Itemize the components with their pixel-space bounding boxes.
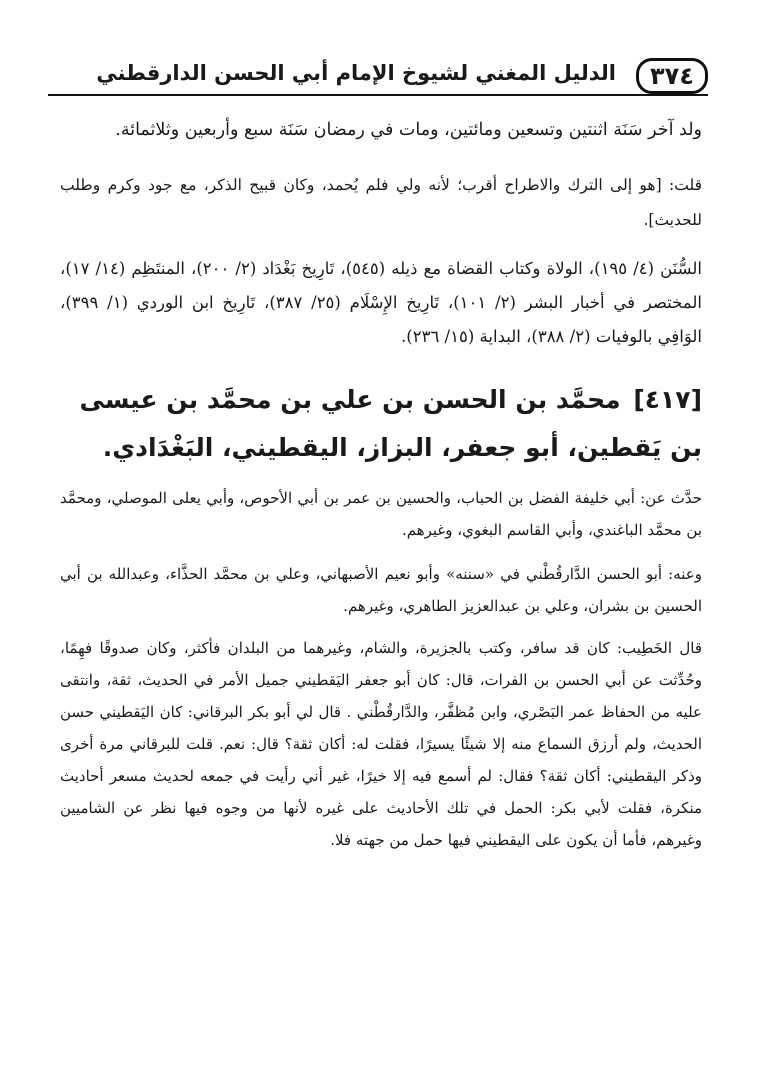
header-rule [48,94,708,96]
narrated-from-paragraph: حدَّث عن: أبي خليفة الفضل بن الحباب، والحسين بن عمر بن أبي الأحوص، وأبي يعلى الموصلي، ومحمَّد بن محمَّد الباغندي، وأبي القاسم البغوي، وغيرهم. [60,489,702,539]
editor-comment-paragraph: قلت: [هو إلى الترك والاطراح أقرب؛ لأنه ولي فلم يُحمد، وكان قبيح الذكر، مع جود وكرم وطلب للحديث]. [60,176,702,229]
narrated-by-paragraph: وعنه: أبو الحسن الدَّارقُطْني في «سننه» وأبو نعيم الأصبهاني، وعلي بن محمَّد الحذَّاء، وعبدالله بن أبي الحسين بن بشران، وعلي بن عبدالعزيز الطاهري، وغيرهم. [60,565,702,615]
entry-number: [٤١٧] [633,385,702,414]
entry-title: محمَّد بن الحسن بن علي بن محمَّد بن عيسى بن يَقطين، أبو جعفر، البزاز، اليقطيني، البَغْدَادي. [79,385,702,462]
sources-paragraph: السُّنَن (٤/ ١٩٥)، الولاة وكتاب القضاة مع ذيله (٥٤٥)، تَارِيخ بَغْدَاد (٢/ ٢٠٠)، المنتَظِم (١٤/ ١٧)، المختصر في أخبار البشر (٢/ ١٠١)، تَارِيخ الإِسْلَام (٢٥/ ٣٨٧)، تَارِيخ ابن الوردي (١/ ٣٩٩)، الوَافِي بالوفيات (٢/ ٣٨٨)، البداية (١٥/ ٢٣٦). [60,259,702,346]
entry-heading [60,376,702,472]
page-number: ٣٧٤ [636,58,708,94]
page-header [48,54,708,98]
birth-death-paragraph: ولد آخر سَنَة اثنتين وتسعين ومائتين، ومات في رمضان سَنَة سبع وأربعين وثلاثمائة. [115,120,702,140]
khatib-paragraph: قال الخَطِيب: كان قد سافر، وكتب بالجزيرة، والشام، وغيرهما من البلدان فأكثر، وكان صدوقًا فهِمًا، وحُدِّثت عن أبي الحسن بن الفرات، قال: كان أبو جعفر اليَقطيني جميل الأمر في الحديث، ثقة، وانتقى عليه من الحفاظ عمر البَصْري، وابن مُظفَّر، والدَّارقُطْني . قال لي أبو بكر البرقاني: كان اليَقطيني حسن الحديث، ولم أرزق السماع منه إلا شيئًا يسيرًا، فقلت له: أكان ثقة؟ قال: نعم. قلت للبرقاني مرة أخرى وذكر اليقطيني: أكان ثقة؟ فقال: لم أسمع فيه إلا خيرًا، غير أني رأيت في جمعه لحديث مسعر أحاديث منكرة، فقلت لأبي بكر: الحمل في تلك الأحاديث على غيره لأنها من وجوه فيها نظر عن الشاميين وغيرهم، فأما أن يكون على اليقطيني فيها حمل من جهته فلا. [60,639,702,849]
running-title: الدليل المغني لشيوخ الإمام أبي الحسن الدارقطني [96,61,616,85]
page-content [60,112,702,856]
